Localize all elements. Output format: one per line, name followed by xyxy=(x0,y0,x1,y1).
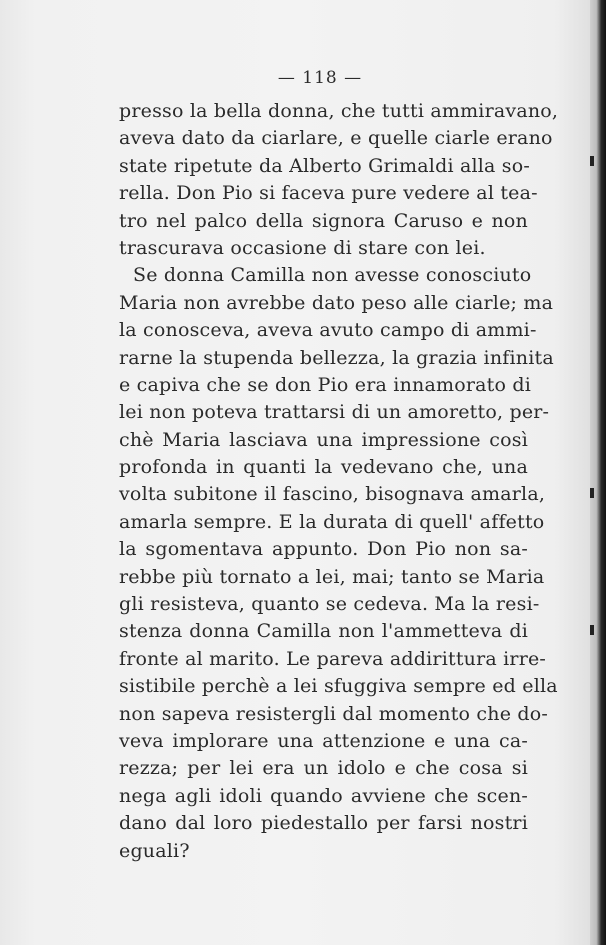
body-text xyxy=(119,98,559,865)
text-line: la sgomentava appunto. Don Pio non sa- xyxy=(119,538,528,561)
edge-speck xyxy=(590,488,594,498)
text-line: la conosceva, aveva avuto campo di ammi- xyxy=(119,319,537,342)
text-line: veva implorare una attenzione e una ca- xyxy=(119,729,528,752)
paragraph-start-line: Se donna Camilla non avesse conosciuto xyxy=(133,264,532,287)
text-line: tro nel palco della signora Caruso e non xyxy=(119,209,528,232)
text-line: gli resisteva, quanto se cedeva. Ma la resi- xyxy=(119,593,540,616)
text-line: chè Maria lasciava una impressione così xyxy=(119,428,528,451)
text-line: aveva dato da ciarlare, e quelle ciarle erano xyxy=(119,127,553,150)
page-edge-shadow xyxy=(590,0,606,945)
edge-speck xyxy=(590,625,594,635)
text-line: state ripetute da Alberto Grimaldi alla so- xyxy=(119,154,531,177)
text-line: eguali? xyxy=(119,839,190,862)
text-line: rebbe più tornato a lei, mai; tanto se Maria xyxy=(119,565,545,588)
text-line: presso la bella donna, che tutti ammiravano, xyxy=(119,100,559,122)
text-line: amarla sempre. E la durata di quell' affetto xyxy=(119,510,545,533)
text-line: rarne la stupenda bellezza, la grazia infinita xyxy=(119,346,554,369)
text-line: stenza donna Camilla non l'ammetteva di xyxy=(119,620,528,643)
edge-speck xyxy=(590,156,594,166)
text-line: rella. Don Pio si faceva pure vedere al tea- xyxy=(119,182,538,205)
text-line: trascurava occasione di stare con lei. xyxy=(119,236,486,259)
page-number: — 118 — xyxy=(277,68,363,88)
text-line: sistibile perchè a lei sfuggiva sempre ed ella xyxy=(119,675,558,698)
text-line: dano dal loro piedestallo per farsi nostri xyxy=(119,812,528,835)
text-line: Maria non avrebbe dato peso alle ciarle; ma xyxy=(119,291,554,314)
text-line: e capiva che se don Pio era innamorato di xyxy=(119,373,531,396)
text-line: lei non poteva trattarsi di un amoretto, per- xyxy=(119,401,550,424)
text-line: fronte al marito. Le pareva addirittura irre- xyxy=(119,647,547,670)
text-line: nega agli idoli quando avviene che scen- xyxy=(119,784,528,807)
text-line: volta subitone il fascino, bisognava amarla, xyxy=(119,483,546,506)
text-line: rezza; per lei era un idolo e che cosa si xyxy=(119,757,528,780)
text-line: profonda in quanti la vedevano che, una xyxy=(119,456,528,479)
text-line: non sapeva resistergli dal momento che do- xyxy=(119,702,549,725)
